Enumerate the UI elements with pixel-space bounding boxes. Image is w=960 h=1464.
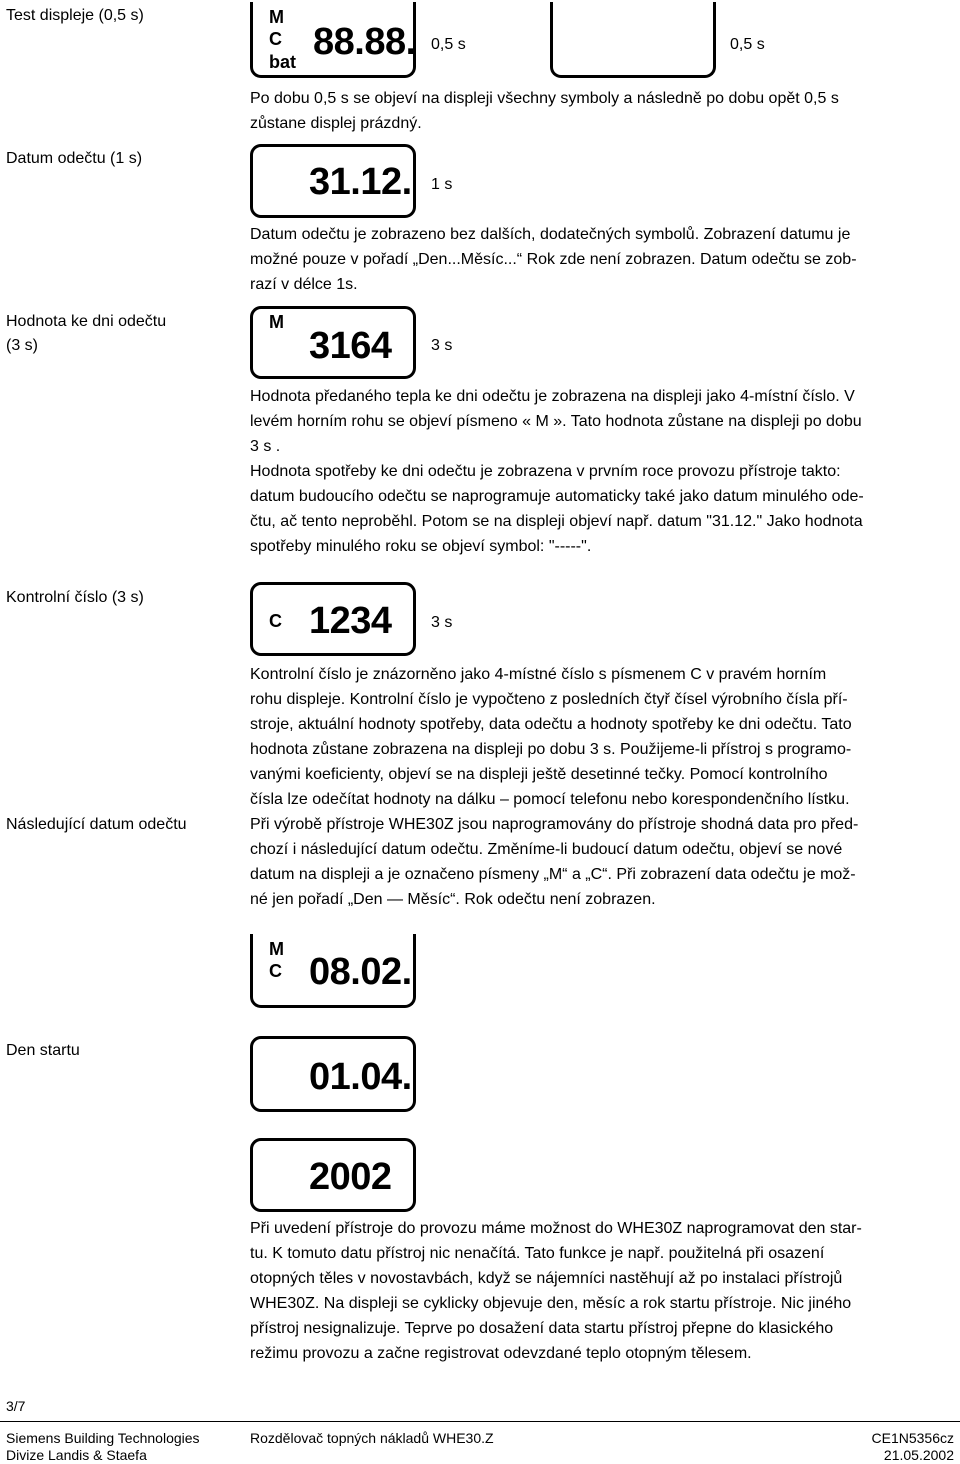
display-symbol-c: C xyxy=(269,961,282,981)
display-hodnota xyxy=(250,306,416,379)
paragraph-test: Po dobu 0,5 s se objeví na displeji všechny symboly a následně po dobu opět 0,5 s zůstane displej prázdný. xyxy=(250,90,839,132)
section-label-test: Test displeje (0,5 s) xyxy=(6,7,144,24)
display-digits: 3164 xyxy=(309,325,392,367)
display-digits: 1234 xyxy=(309,600,392,642)
footer-date: 21.05.2002 xyxy=(883,1447,954,1463)
display-datum xyxy=(250,144,416,218)
footer-doc-code: CE1N5356cz xyxy=(871,1430,954,1446)
footer-company: Siemens Building Technologies xyxy=(6,1430,200,1446)
section-label-kontrolni: Kontrolní číslo (3 s) xyxy=(6,589,144,606)
display-duration: 3 s xyxy=(431,614,453,631)
display-symbol-m: M xyxy=(269,7,284,27)
display-duration: 3 s xyxy=(431,337,453,354)
display-symbol-c: C xyxy=(269,29,282,49)
section-label-nasledujici: Následující datum odečtu xyxy=(6,816,187,833)
display-digits: 08.02. xyxy=(309,951,412,993)
section-label-datum: Datum odečtu (1 s) xyxy=(6,150,143,167)
footer-doc-title: Rozdělovač topných nákladů WHE30.Z xyxy=(250,1430,494,1446)
paragraph-den-startu: Při uvedení přístroje do provozu máme možnost do WHE30Z naprogramovat den star- tu. K tomuto datu přístroj nic nenačítá. Tato funkce je např. použitelná při osazení otopných těles v novostavbách, když se nájemníci nastěhují až po instalaci přístrojů WHE30Z. Na displeji se cyklicky objevuje den, měsíc a rok startu přístroje. Nic jiného přístroj nesignalizuje. Teprve po dosažení data startu přístroj přepne do klasického režimu provozu a začne registrovat odevzdané teplo otopným tělesem. xyxy=(250,1220,862,1362)
display-digits: 2002 xyxy=(309,1156,392,1198)
paragraph-kontrolni: Kontrolní číslo je znázorněno jako 4-místné číslo s písmenem C v pravém horním rohu displeje. Kontrolní číslo je vypočteno z posledních čtyř čísel výrobního čísla pří- stroje, aktuální hodnoty spotřeby, data odečtu a hodnoty spotřeby ke dni odečtu. Tato hodnota zůstane zobrazena na displeji po dobu 3 s. Použijeme-li přístroj s programo- vanými koeficienty, objeví se na displeji ještě desetinné tečky. Pomocí kontrolního čísla lze odečítat hodnoty na dálku – pomocí telefonu nebo korespondenčního lístku. Při výrobě přístroje WHE30Z jsou naprogramovány do přístroje shodná data pro před- chozí i následující datum odečtu. Změníme-li budoucí datum odečtu, objeví se nové datum na displeji a je označeno písmeny „M“ a „C“. Při zobrazení data odečtu je mož- né jen pořadí „Den — Měsíc“. Rok odečtu není zobrazen. xyxy=(250,666,859,908)
footer-division: Divize Landis & Staefa xyxy=(6,1447,147,1463)
display-symbol-m: M xyxy=(269,312,284,332)
paragraph-hodnota: Hodnota předaného tepla ke dni odečtu je zobrazena na displeji jako 4-místní číslo. V levém horním rohu se objeví písmeno « M ». Tato hodnota zůstane na displeji po dobu 3 s . Hodnota spotřeby ke dni odečtu je zobrazena v prvním roce provozu přístroje takto: datum budoucího odečtu se naprogramuje automaticky také jako datum minulého ode- čtu, ač tento neproběhl. Potom se na displeji objeví např. datum "31.12." Jako hodnota spotřeby minulého roku se objeví symbol: "-----". xyxy=(250,388,864,555)
section-label-den-startu: Den startu xyxy=(6,1042,80,1059)
display-blank-duration: 0,5 s xyxy=(730,36,765,53)
display-rok-startu xyxy=(250,1138,416,1212)
display-digits: 01.04. xyxy=(309,1056,412,1098)
display-digits: 31.12. xyxy=(309,161,412,203)
display-kontrolni xyxy=(250,582,416,656)
display-symbol-bat: bat xyxy=(269,52,296,72)
section-label-hodnota-duration: (3 s) xyxy=(6,337,38,354)
display-duration: 0,5 s xyxy=(431,36,466,53)
footer-divider xyxy=(0,1421,960,1422)
display-test-blank xyxy=(550,2,716,78)
display-duration: 1 s xyxy=(431,176,453,193)
paragraph-datum: Datum odečtu je zobrazeno bez dalších, dodatečných symbolů. Zobrazení datumu je možné pouze v pořadí „Den...Měsíc...“ Rok zde není zobrazen. Datum odečtu se zob- razí v délce 1s. xyxy=(250,226,857,293)
display-test-all-symbols xyxy=(250,2,416,78)
display-symbol-m: M xyxy=(269,939,284,959)
display-den-startu xyxy=(250,1036,416,1112)
display-nasledujici xyxy=(250,934,416,1008)
section-label-hodnota: Hodnota ke dni odečtu xyxy=(6,313,167,330)
display-symbol-c: C xyxy=(269,611,282,631)
page-number: 3/7 xyxy=(6,1398,26,1414)
display-digits: 88.88. xyxy=(313,21,416,63)
